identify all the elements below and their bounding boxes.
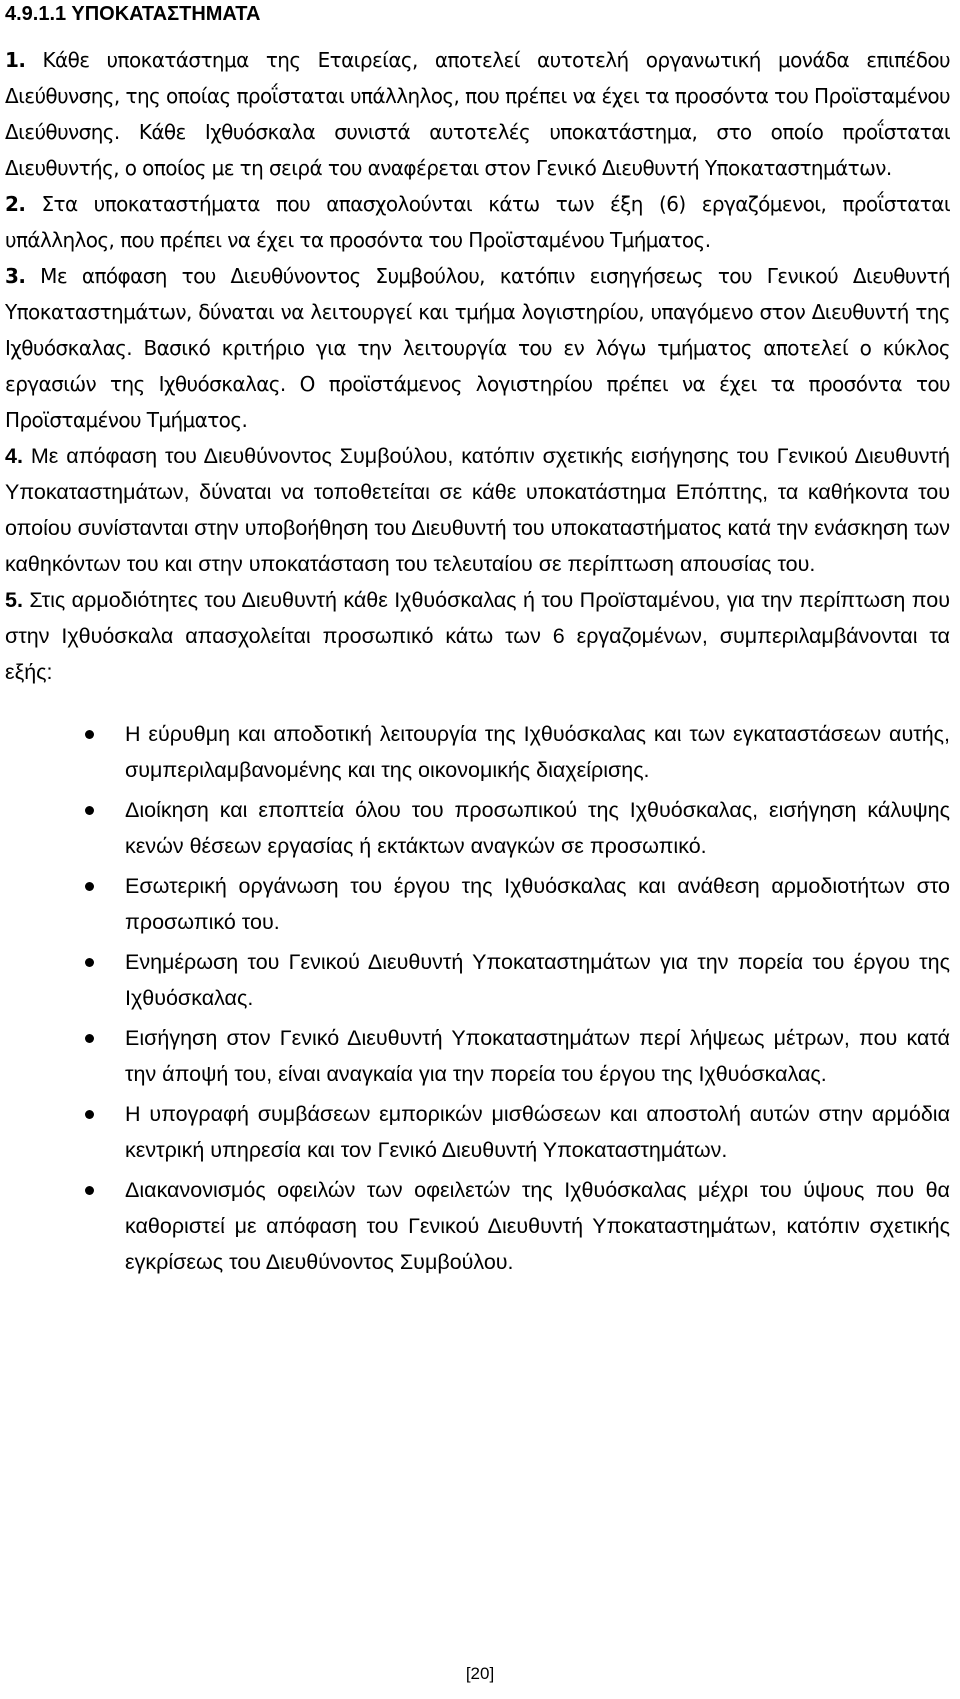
bullet-icon [85, 1186, 94, 1195]
paragraph-text: Στις αρμοδιότητες του Διευθυντή κάθε Ιχθυόσκαλας ή του Προϊσταμένου, για την περίπτωση που στην Ιχθυόσκαλα απασχολείται προσωπικό κάτω των 6 εργαζομένων, συμπεριλαμβάνονται τα εξής: [5, 588, 950, 684]
paragraph-number: 5. [5, 588, 23, 612]
list-item-text: Η εύρυθμη και αποδοτική λειτουργία της Ιχθυόσκαλας και των εγκαταστάσεων αυτής, συμπεριλαμβανομένης και της οικονομικής διαχείρισης. [125, 722, 950, 782]
paragraph-5 [5, 582, 950, 690]
list-item-text: Εισήγηση στον Γενικό Διευθυντή Υποκαταστημάτων περί λήψεως μέτρων, που κατά την άποψή του, είναι αναγκαία για την πορεία του έργου της Ιχθυόσκαλας. [125, 1026, 950, 1086]
paragraph-text: Κάθε υποκατάστημα της Εταιρείας, αποτελεί αυτοτελή οργανωτική μονάδα επιπέδου Διεύθυνσης, της οποίας προΐσταται υπάλληλος, που πρέπει να έχει τα προσόντα του Προϊσταμένου Διεύθυνσης. Κάθε Ιχθυόσκαλα συνιστά αυτοτελές υποκατάστημα, στο οποίο προΐσταται Διευθυντής, ο οποίος με τη σειρά του αναφέρεται στον Γενικό Διευθυντή Υποκαταστημάτων. [5, 48, 950, 180]
list-item-text: Διακανονισμός οφειλών των οφειλετών της Ιχθυόσκαλας μέχρι του ύψους που θα καθοριστεί με απόφαση του Γενικού Διευθυντή Υποκαταστημάτων, κατόπιν σχετικής εγκρίσεως του Διευθύνοντος Συμβούλου. [125, 1178, 950, 1274]
bullet-icon [85, 882, 94, 891]
paragraph-text: Με απόφαση του Διευθύνοντος Συμβούλου, κατόπιν σχετικής εισήγησης του Γενικού Διευθυντή Υποκαταστημάτων, δύναται να τοποθετείται σε κάθε υποκατάστημα Επόπτης, τα καθήκοντα του οποίου συνίστανται στην υποβοήθηση του Διευθυντή του υποκαταστήματος κατά την ενάσκηση των καθηκόντων του και στην υποκατάσταση του τελευταίου σε περίπτωση απουσίας του. [5, 444, 950, 576]
bullet-icon [85, 806, 94, 815]
paragraph-text: Με απόφαση του Διευθύνοντος Συμβούλου, κατόπιν εισηγήσεως του Γενικού Διευθυντή Υποκαταστημάτων, δύναται να λειτουργεί και τμήμα λογιστηρίου, υπαγόμενο στον Διευθυντή της Ιχθυόσκαλας. Βασικό κριτήριο για την λειτουργία του εν λόγω τμήματος αποτελεί ο κύκλος εργασιών της Ιχθυόσκαλας. Ο προϊστάμενος λογιστηρίου πρέπει να έχει τα προσόντα του Προϊσταμένου Τμήματος. [5, 264, 950, 432]
bullet-icon [85, 1110, 94, 1119]
paragraph-3 [5, 258, 950, 438]
paragraph-2 [5, 186, 950, 258]
paragraph-number: 3. [5, 264, 26, 288]
list-item [5, 868, 950, 940]
paragraph-number: 1. [5, 48, 26, 72]
page-number: [20] [465, 1664, 495, 1683]
list-item-text: Εσωτερική οργάνωση του έργου της Ιχθυόσκαλας και ανάθεση αρμοδιοτήτων στο προσωπικό του. [125, 874, 950, 934]
list-item [5, 1020, 950, 1092]
list-item [5, 1096, 950, 1168]
paragraph-1 [5, 42, 950, 186]
list-item [5, 1172, 950, 1280]
paragraph-number: 4. [5, 444, 23, 468]
paragraph-number: 2. [5, 192, 26, 216]
list-item [5, 944, 950, 1016]
bullet-icon [85, 1034, 94, 1043]
list-item-text: Η υπογραφή συμβάσεων εμπορικών μισθώσεων και αποστολή αυτών στην αρμόδια κεντρική υπηρεσία και τον Γενικό Διευθυντή Υποκαταστημάτων. [125, 1102, 950, 1162]
paragraph-text: Στα υποκαταστήματα που απασχολούνται κάτω των έξη (6) εργαζόμενοι, προΐσταται υπάλληλος, που πρέπει να έχει τα προσόντα του Προϊσταμένου Τμήματος. [5, 192, 950, 252]
paragraph-4 [5, 438, 950, 582]
list-item [5, 792, 950, 864]
bullet-icon [85, 730, 94, 739]
duties-list [5, 716, 950, 1280]
list-item-text: Ενημέρωση του Γενικού Διευθυντή Υποκαταστημάτων για την πορεία του έργου της Ιχθυόσκαλας. [125, 950, 950, 1010]
section-heading: 4.9.1.1 ΥΠΟΚΑΤΑΣΤΗΜΑΤΑ [5, 3, 261, 25]
list-item-text: Διοίκηση και εποπτεία όλου του προσωπικού της Ιχθυόσκαλας, εισήγηση κάλυψης κενών θέσεων εργασίας ή εκτάκτων αναγκών σε προσωπικό. [125, 798, 950, 858]
bullet-icon [85, 958, 94, 967]
list-item [5, 716, 950, 788]
